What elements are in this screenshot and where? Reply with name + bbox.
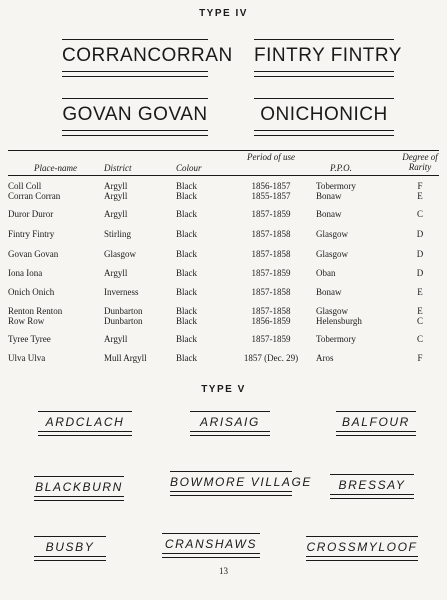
stamp-bottom-bar-2 bbox=[38, 435, 132, 436]
cell-period: 1857-1859 bbox=[251, 209, 291, 219]
cell-period: 1856-1857 bbox=[251, 181, 291, 191]
cell-period: 1857 (Dec. 29) bbox=[243, 353, 299, 363]
stamp-bottom-bar-2 bbox=[162, 557, 260, 558]
stamp-top-bar bbox=[306, 536, 418, 537]
stamp-text: BALFOUR bbox=[342, 415, 410, 429]
stamp-govan bbox=[62, 97, 208, 137]
cell-district: Argyll bbox=[104, 191, 128, 201]
cell-colour: Black bbox=[176, 181, 197, 191]
stamp-bottom-bar-2 bbox=[34, 560, 106, 561]
stamp-bottom-bar-2 bbox=[306, 560, 418, 561]
stamp-arisaig bbox=[190, 410, 270, 436]
cell-ppo: Tobermory bbox=[316, 334, 356, 344]
cell-district: Argyll bbox=[104, 268, 128, 278]
cell-district: Argyll bbox=[104, 209, 128, 219]
stamp-top-bar bbox=[162, 533, 260, 534]
header-period: Period of use bbox=[247, 152, 295, 162]
cell-period: 1857-1859 bbox=[251, 334, 291, 344]
cell-rarity: E bbox=[417, 306, 423, 316]
cell-colour: Black bbox=[176, 316, 197, 326]
cell-colour: Black bbox=[176, 306, 197, 316]
cell-rarity: F bbox=[417, 353, 423, 363]
cell-period: 1857-1858 bbox=[251, 306, 291, 316]
stamp-top-bar bbox=[190, 411, 270, 412]
cell-rarity: E bbox=[417, 287, 423, 297]
cell-ppo: Tobermory bbox=[316, 181, 356, 191]
cell-ppo: Bonaw bbox=[316, 191, 342, 201]
cell-district: Argyll bbox=[104, 181, 128, 191]
stamp-top-bar bbox=[38, 411, 132, 412]
cell-rarity: D bbox=[416, 268, 424, 278]
cell-place: Govan Govan bbox=[8, 249, 59, 259]
cell-colour: Black bbox=[176, 191, 197, 201]
stamp-text: CORRANCORRAN bbox=[62, 45, 233, 66]
stamp-text: BRESSAY bbox=[338, 478, 406, 492]
stamp-fintry bbox=[254, 38, 402, 78]
stamp-bottom-bar-2 bbox=[190, 435, 270, 436]
cell-colour: Black bbox=[176, 353, 197, 363]
stamp-ardclach bbox=[38, 410, 132, 436]
cell-rarity: E bbox=[417, 191, 423, 201]
stamp-top-bar bbox=[170, 471, 292, 472]
cell-district: Argyll bbox=[104, 334, 128, 344]
stamp-text: ARDCLACH bbox=[45, 415, 125, 429]
cell-colour: Black bbox=[176, 268, 197, 278]
cell-rarity: D bbox=[416, 229, 424, 239]
stamp-text: FINTRY FINTRY bbox=[254, 45, 402, 66]
stamp-bottom-bar-2 bbox=[170, 495, 292, 496]
stamp-text: ARISAIG bbox=[200, 415, 260, 429]
cell-ppo: Helensburgh bbox=[316, 316, 362, 326]
stamp-bottom-bar bbox=[306, 556, 418, 557]
stamp-top-bar bbox=[254, 98, 394, 99]
cell-place: Coll Coll bbox=[8, 181, 42, 191]
cell-place: Renton Renton bbox=[8, 306, 63, 316]
stamp-bottom-bar bbox=[254, 130, 394, 131]
cell-ppo: Bonaw bbox=[316, 287, 342, 297]
stamp-bottom-bar bbox=[254, 71, 394, 72]
stamp-bottom-bar bbox=[62, 130, 208, 131]
stamp-top-bar bbox=[336, 411, 416, 412]
cell-colour: Black bbox=[176, 249, 197, 259]
stamp-bottom-bar bbox=[38, 431, 132, 432]
cell-district: Mull Argyll bbox=[104, 353, 147, 363]
cell-ppo: Aros bbox=[316, 353, 334, 363]
cell-ppo: Glasgow bbox=[316, 306, 348, 316]
header-district: District bbox=[104, 163, 132, 173]
cell-rarity: C bbox=[416, 316, 423, 326]
cell-colour: Black bbox=[176, 209, 197, 219]
stamp-blackburn bbox=[34, 475, 124, 501]
stamp-top-bar bbox=[34, 536, 106, 537]
cell-rarity: F bbox=[417, 181, 423, 191]
stamp-bottom-bar bbox=[62, 71, 208, 72]
table-header-rule bbox=[8, 175, 439, 176]
stamp-text: BLACKBURN bbox=[35, 480, 123, 494]
cell-place: Row Row bbox=[8, 316, 45, 326]
table-top-rule bbox=[8, 150, 439, 151]
cell-rarity: C bbox=[416, 334, 423, 344]
cell-district: Stirling bbox=[104, 229, 132, 239]
stamp-bottom-bar bbox=[330, 494, 414, 495]
stamp-text: GOVAN GOVAN bbox=[62, 104, 208, 125]
cell-place: Tyree Tyree bbox=[8, 334, 51, 344]
stamp-text: BOWMORE VILLAGE bbox=[170, 475, 313, 489]
header-rarity: Degree of Rarity bbox=[402, 152, 438, 172]
stamp-bottom-bar-2 bbox=[254, 76, 394, 77]
stamp-bottom-bar bbox=[336, 431, 416, 432]
cell-rarity: D bbox=[416, 249, 424, 259]
page-number: 13 bbox=[219, 566, 228, 576]
cell-period: 1857-1858 bbox=[251, 287, 291, 297]
stamp-crossmyloof bbox=[306, 535, 418, 561]
type-v-heading: TYPE V bbox=[201, 384, 246, 395]
stamp-bottom-bar bbox=[190, 431, 270, 432]
stamp-text: ONICHONICH bbox=[260, 104, 388, 125]
cell-district: Dunbarton bbox=[104, 316, 143, 326]
stamp-text: CRANSHAWS bbox=[164, 537, 258, 551]
stamp-onich bbox=[254, 97, 394, 137]
cell-place: Fintry Fintry bbox=[8, 229, 55, 239]
cell-period: 1855-1857 bbox=[251, 191, 291, 201]
stamp-balfour bbox=[336, 410, 416, 436]
cell-ppo: Glasgow bbox=[316, 229, 348, 239]
stamp-top-bar bbox=[330, 474, 414, 475]
cell-period: 1857-1859 bbox=[251, 268, 291, 278]
cell-place: Iona Iona bbox=[8, 268, 43, 278]
header-ppo: P.P.O. bbox=[330, 163, 352, 173]
cell-colour: Black bbox=[176, 287, 197, 297]
cell-colour: Black bbox=[176, 334, 197, 344]
type-iv-heading: TYPE IV bbox=[199, 8, 248, 19]
cell-colour: Black bbox=[176, 229, 197, 239]
stamp-corran bbox=[62, 38, 233, 78]
cell-period: 1856-1859 bbox=[251, 316, 291, 326]
cell-place: Duror Duror bbox=[8, 209, 54, 219]
cell-ppo: Bonaw bbox=[316, 209, 342, 219]
cell-period: 1857-1858 bbox=[251, 229, 291, 239]
stamp-bottom-bar-2 bbox=[254, 135, 394, 136]
stamp-cranshaws bbox=[162, 532, 260, 558]
stamp-bottom-bar-2 bbox=[62, 76, 208, 77]
stamp-bottom-bar-2 bbox=[34, 500, 124, 501]
cell-place: Ulva Ulva bbox=[8, 353, 46, 363]
stamp-bottom-bar bbox=[34, 496, 124, 497]
cell-rarity: C bbox=[416, 209, 423, 219]
cell-ppo: Oban bbox=[316, 268, 336, 278]
stamp-bottom-bar bbox=[34, 556, 106, 557]
header-colour: Colour bbox=[176, 163, 202, 173]
stamp-top-bar bbox=[62, 39, 208, 40]
stamp-bottom-bar-2 bbox=[62, 135, 208, 136]
stamp-top-bar bbox=[62, 98, 208, 99]
stamp-top-bar bbox=[254, 39, 394, 40]
stamp-bottom-bar-2 bbox=[336, 435, 416, 436]
header-place: Place-name bbox=[34, 163, 77, 173]
stamp-text: CROSSMYLOOF bbox=[306, 540, 418, 554]
stamp-bottom-bar bbox=[170, 491, 292, 492]
stamp-bottom-bar bbox=[162, 553, 260, 554]
cell-district: Dunbarton bbox=[104, 306, 143, 316]
stamp-bressay bbox=[330, 473, 414, 499]
stamp-bowmore-village bbox=[170, 470, 313, 496]
cell-district: Glasgow bbox=[104, 249, 136, 259]
stamp-busby bbox=[34, 535, 106, 561]
stamp-top-bar bbox=[34, 476, 124, 477]
cell-ppo: Glasgow bbox=[316, 249, 348, 259]
cell-period: 1857-1858 bbox=[251, 249, 291, 259]
cell-place: Onich Onich bbox=[8, 287, 55, 297]
stamp-bottom-bar-2 bbox=[330, 498, 414, 499]
stamp-text: BUSBY bbox=[45, 540, 95, 554]
cell-district: Inverness bbox=[104, 287, 139, 297]
cell-place: Corran Corran bbox=[8, 191, 61, 201]
